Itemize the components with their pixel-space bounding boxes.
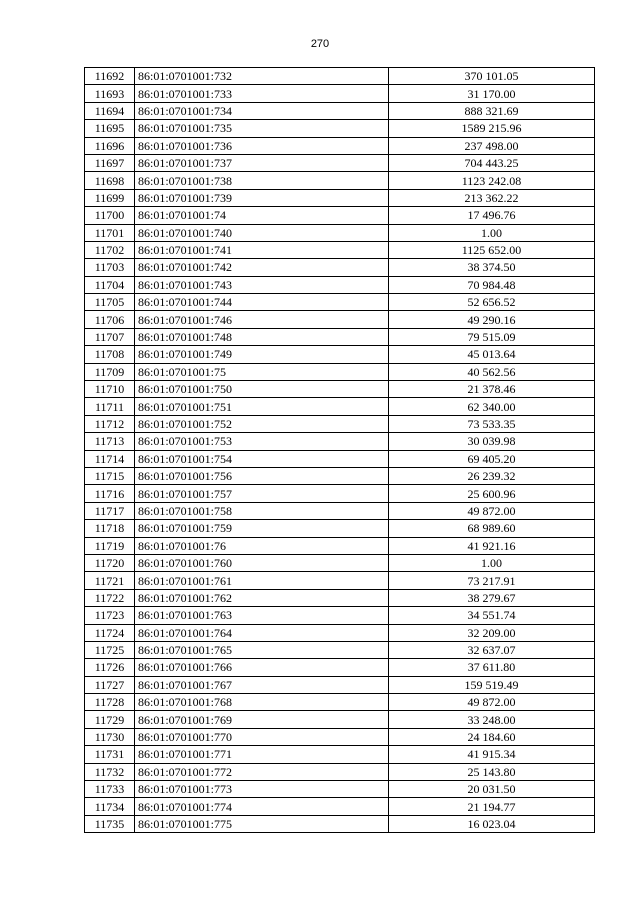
row-number-cell: 11706 — [85, 311, 135, 328]
value-cell: 49 872.00 — [389, 694, 595, 711]
value-cell: 73 533.35 — [389, 415, 595, 432]
table-row — [85, 207, 595, 224]
cadastral-number-cell: 86:01:0701001:769 — [135, 711, 389, 728]
value-cell: 25 143.80 — [389, 763, 595, 780]
table-row — [85, 363, 595, 380]
cadastral-number-cell: 86:01:0701001:756 — [135, 467, 389, 484]
table-row — [85, 259, 595, 276]
cadastral-number-cell: 86:01:0701001:760 — [135, 554, 389, 571]
value-cell: 21 194.77 — [389, 798, 595, 815]
cadastral-number-cell: 86:01:0701001:765 — [135, 641, 389, 658]
row-number-cell: 11712 — [85, 415, 135, 432]
row-number-cell: 11701 — [85, 224, 135, 241]
table-row — [85, 711, 595, 728]
cadastral-number-cell: 86:01:0701001:743 — [135, 276, 389, 293]
row-number-cell: 11696 — [85, 137, 135, 154]
row-number-cell: 11716 — [85, 485, 135, 502]
table-row — [85, 102, 595, 119]
table-row — [85, 537, 595, 554]
row-number-cell: 11715 — [85, 467, 135, 484]
value-cell: 17 496.76 — [389, 207, 595, 224]
row-number-cell: 11711 — [85, 398, 135, 415]
value-cell: 37 611.80 — [389, 659, 595, 676]
value-cell: 70 984.48 — [389, 276, 595, 293]
row-number-cell: 11730 — [85, 728, 135, 745]
cadastral-number-cell: 86:01:0701001:753 — [135, 433, 389, 450]
value-cell: 40 562.56 — [389, 363, 595, 380]
table-row — [85, 154, 595, 171]
cadastral-number-cell: 86:01:0701001:772 — [135, 763, 389, 780]
row-number-cell: 11728 — [85, 694, 135, 711]
cadastral-number-cell: 86:01:0701001:751 — [135, 398, 389, 415]
table-row — [85, 485, 595, 502]
cadastral-number-cell: 86:01:0701001:771 — [135, 746, 389, 763]
value-cell: 34 551.74 — [389, 607, 595, 624]
value-cell: 68 989.60 — [389, 520, 595, 537]
value-cell: 49 290.16 — [389, 311, 595, 328]
row-number-cell: 11704 — [85, 276, 135, 293]
table-row — [85, 241, 595, 258]
table-row — [85, 502, 595, 519]
row-number-cell: 11721 — [85, 572, 135, 589]
value-cell: 52 656.52 — [389, 294, 595, 311]
cadastral-number-cell: 86:01:0701001:767 — [135, 676, 389, 693]
table-row — [85, 659, 595, 676]
table-row — [85, 763, 595, 780]
value-cell: 21 378.46 — [389, 381, 595, 398]
value-cell: 69 405.20 — [389, 450, 595, 467]
value-cell: 49 872.00 — [389, 502, 595, 519]
row-number-cell: 11719 — [85, 537, 135, 554]
table-row — [85, 276, 595, 293]
table-row — [85, 346, 595, 363]
cadastral-number-cell: 86:01:0701001:758 — [135, 502, 389, 519]
table-row — [85, 311, 595, 328]
cadastral-number-cell: 86:01:0701001:744 — [135, 294, 389, 311]
row-number-cell: 11725 — [85, 641, 135, 658]
cadastral-number-cell: 86:01:0701001:75 — [135, 363, 389, 380]
value-cell: 26 239.32 — [389, 467, 595, 484]
cadastral-number-cell: 86:01:0701001:754 — [135, 450, 389, 467]
row-number-cell: 11699 — [85, 189, 135, 206]
cadastral-number-cell: 86:01:0701001:733 — [135, 85, 389, 102]
cadastral-number-cell: 86:01:0701001:773 — [135, 781, 389, 798]
cadastral-number-cell: 86:01:0701001:759 — [135, 520, 389, 537]
value-cell: 20 031.50 — [389, 781, 595, 798]
table-row — [85, 781, 595, 798]
table-row — [85, 172, 595, 189]
cadastral-number-cell: 86:01:0701001:762 — [135, 589, 389, 606]
table-row — [85, 798, 595, 815]
cadastral-number-cell: 86:01:0701001:757 — [135, 485, 389, 502]
row-number-cell: 11703 — [85, 259, 135, 276]
table-row — [85, 694, 595, 711]
cadastral-number-cell: 86:01:0701001:766 — [135, 659, 389, 676]
value-cell: 62 340.00 — [389, 398, 595, 415]
value-cell: 32 637.07 — [389, 641, 595, 658]
value-cell: 213 362.22 — [389, 189, 595, 206]
cadastral-number-cell: 86:01:0701001:738 — [135, 172, 389, 189]
row-number-cell: 11710 — [85, 381, 135, 398]
cadastral-number-cell: 86:01:0701001:740 — [135, 224, 389, 241]
cadastral-number-cell: 86:01:0701001:775 — [135, 815, 389, 832]
value-cell: 33 248.00 — [389, 711, 595, 728]
table-row — [85, 224, 595, 241]
value-cell: 1589 215.96 — [389, 120, 595, 137]
row-number-cell: 11698 — [85, 172, 135, 189]
row-number-cell: 11700 — [85, 207, 135, 224]
table-row — [85, 85, 595, 102]
table-row — [85, 415, 595, 432]
cadastral-number-cell: 86:01:0701001:768 — [135, 694, 389, 711]
table-row — [85, 433, 595, 450]
cadastral-number-cell: 86:01:0701001:741 — [135, 241, 389, 258]
table-row — [85, 68, 595, 85]
value-cell: 73 217.91 — [389, 572, 595, 589]
row-number-cell: 11692 — [85, 68, 135, 85]
value-cell: 32 209.00 — [389, 624, 595, 641]
row-number-cell: 11731 — [85, 746, 135, 763]
cadastral-number-cell: 86:01:0701001:735 — [135, 120, 389, 137]
row-number-cell: 11709 — [85, 363, 135, 380]
cadastral-number-cell: 86:01:0701001:750 — [135, 381, 389, 398]
value-cell: 41 921.16 — [389, 537, 595, 554]
cadastral-number-cell: 86:01:0701001:742 — [135, 259, 389, 276]
table-row — [85, 467, 595, 484]
row-number-cell: 11707 — [85, 328, 135, 345]
table-row — [85, 589, 595, 606]
value-cell: 45 013.64 — [389, 346, 595, 363]
value-cell: 888 321.69 — [389, 102, 595, 119]
row-number-cell: 11697 — [85, 154, 135, 171]
cadastral-number-cell: 86:01:0701001:764 — [135, 624, 389, 641]
table-row — [85, 189, 595, 206]
row-number-cell: 11694 — [85, 102, 135, 119]
value-cell: 1.00 — [389, 554, 595, 571]
row-number-cell: 11717 — [85, 502, 135, 519]
row-number-cell: 11727 — [85, 676, 135, 693]
table-row — [85, 398, 595, 415]
table-row — [85, 572, 595, 589]
row-number-cell: 11720 — [85, 554, 135, 571]
value-cell: 30 039.98 — [389, 433, 595, 450]
table-row — [85, 120, 595, 137]
value-cell: 159 519.49 — [389, 676, 595, 693]
cadastral-number-cell: 86:01:0701001:770 — [135, 728, 389, 745]
table-row — [85, 815, 595, 832]
row-number-cell: 11708 — [85, 346, 135, 363]
table-row — [85, 381, 595, 398]
table-body — [85, 68, 595, 833]
value-cell: 38 374.50 — [389, 259, 595, 276]
page-number: 270 — [310, 38, 330, 50]
row-number-cell: 11702 — [85, 241, 135, 258]
value-cell: 1.00 — [389, 224, 595, 241]
cadastral-number-cell: 86:01:0701001:746 — [135, 311, 389, 328]
value-cell: 79 515.09 — [389, 328, 595, 345]
value-cell: 704 443.25 — [389, 154, 595, 171]
cadastral-number-cell: 86:01:0701001:761 — [135, 572, 389, 589]
table-row — [85, 137, 595, 154]
row-number-cell: 11695 — [85, 120, 135, 137]
value-cell: 1125 652.00 — [389, 241, 595, 258]
row-number-cell: 11714 — [85, 450, 135, 467]
table-row — [85, 450, 595, 467]
value-cell: 31 170.00 — [389, 85, 595, 102]
value-cell: 24 184.60 — [389, 728, 595, 745]
cadastral-number-cell: 86:01:0701001:736 — [135, 137, 389, 154]
table-row — [85, 676, 595, 693]
row-number-cell: 11723 — [85, 607, 135, 624]
cadastral-number-cell: 86:01:0701001:752 — [135, 415, 389, 432]
table-row — [85, 294, 595, 311]
cadastral-number-cell: 86:01:0701001:732 — [135, 68, 389, 85]
value-cell: 38 279.67 — [389, 589, 595, 606]
row-number-cell: 11732 — [85, 763, 135, 780]
cadastral-number-cell: 86:01:0701001:76 — [135, 537, 389, 554]
value-cell: 16 023.04 — [389, 815, 595, 832]
table-row — [85, 728, 595, 745]
table-row — [85, 520, 595, 537]
row-number-cell: 11718 — [85, 520, 135, 537]
value-cell: 41 915.34 — [389, 746, 595, 763]
cadastral-number-cell: 86:01:0701001:734 — [135, 102, 389, 119]
row-number-cell: 11705 — [85, 294, 135, 311]
cadastral-number-cell: 86:01:0701001:74 — [135, 207, 389, 224]
row-number-cell: 11726 — [85, 659, 135, 676]
cadastral-number-cell: 86:01:0701001:749 — [135, 346, 389, 363]
table-row — [85, 624, 595, 641]
table-row — [85, 746, 595, 763]
cadastral-number-cell: 86:01:0701001:739 — [135, 189, 389, 206]
data-table — [84, 67, 595, 833]
row-number-cell: 11724 — [85, 624, 135, 641]
row-number-cell: 11733 — [85, 781, 135, 798]
table-row — [85, 328, 595, 345]
value-cell: 237 498.00 — [389, 137, 595, 154]
cadastral-number-cell: 86:01:0701001:748 — [135, 328, 389, 345]
cadastral-number-cell: 86:01:0701001:737 — [135, 154, 389, 171]
row-number-cell: 11722 — [85, 589, 135, 606]
value-cell: 370 101.05 — [389, 68, 595, 85]
row-number-cell: 11729 — [85, 711, 135, 728]
table-row — [85, 554, 595, 571]
cadastral-number-cell: 86:01:0701001:774 — [135, 798, 389, 815]
row-number-cell: 11734 — [85, 798, 135, 815]
row-number-cell: 11693 — [85, 85, 135, 102]
table-row — [85, 641, 595, 658]
row-number-cell: 11735 — [85, 815, 135, 832]
row-number-cell: 11713 — [85, 433, 135, 450]
value-cell: 25 600.96 — [389, 485, 595, 502]
cadastral-number-cell: 86:01:0701001:763 — [135, 607, 389, 624]
table-row — [85, 607, 595, 624]
value-cell: 1123 242.08 — [389, 172, 595, 189]
